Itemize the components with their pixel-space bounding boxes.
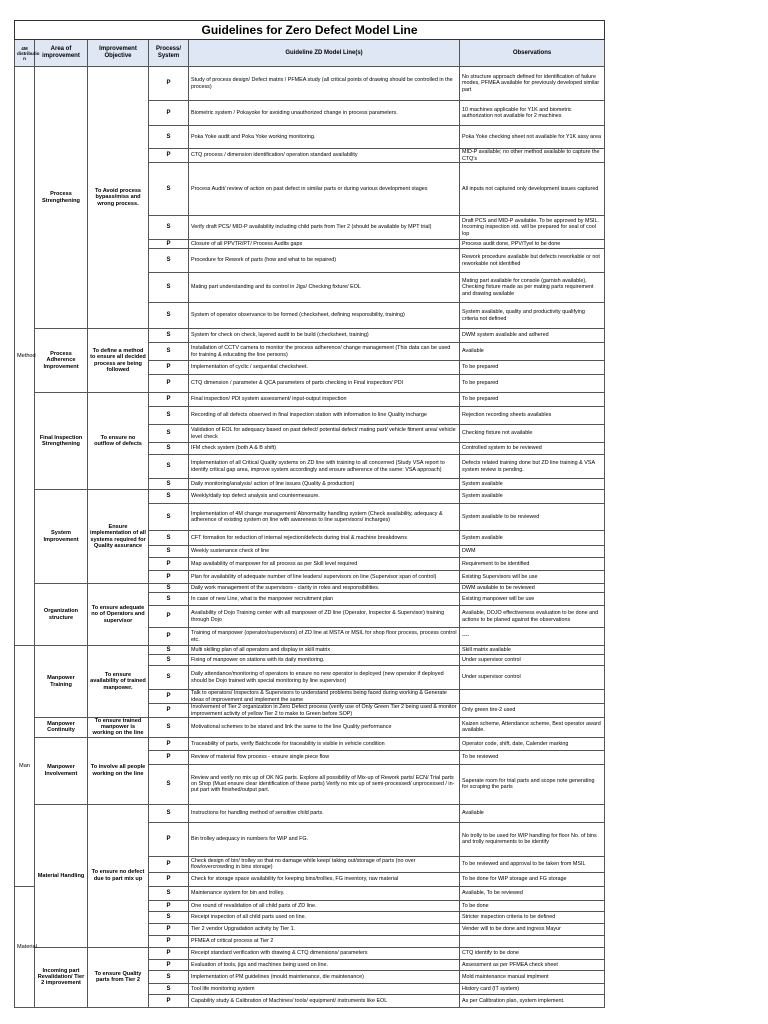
process-system-cell: P bbox=[149, 571, 189, 584]
guideline-cell: Implementation of cyclic / sequential checksheet. bbox=[189, 361, 460, 375]
process-system-cell: S bbox=[149, 126, 189, 149]
process-system-cell: S bbox=[149, 911, 189, 923]
category-cell: Method bbox=[15, 67, 35, 646]
observation-cell: No trolly to be used for WIP handling for floor No. of bins and trolly requirements to be identify bbox=[460, 822, 605, 856]
guideline-cell: Review and verify no mix up of OK NG parts. Explore all possibility of Mix-up of Rework parts/ ECN/ Trial parts on Shop (Must ensure clear identification of these parts) Verify no mix up of semi-processed/ unprocessed / in-put part with finished/output part. bbox=[189, 764, 460, 804]
guideline-cell: CTQ process / dimension identification/ operation standard availability bbox=[189, 149, 460, 163]
process-system-cell: P bbox=[149, 375, 189, 393]
process-system-cell: P bbox=[149, 900, 189, 911]
guideline-cell: Map availability of manpower for all process as per Skill level required bbox=[189, 558, 460, 571]
process-system-cell: P bbox=[149, 923, 189, 935]
table-row bbox=[15, 718, 605, 738]
observation-cell: Only green tire-2 used bbox=[460, 704, 605, 718]
guideline-cell: Maintenance system for bin and trolley. bbox=[189, 886, 460, 900]
process-system-cell: P bbox=[149, 737, 189, 750]
category-cell: Material bbox=[15, 886, 35, 1007]
guideline-cell: IFM check system (both A & B shift) bbox=[189, 443, 460, 455]
observation-cell: Kaizen scheme, Attendance scheme, Best operator award available. bbox=[460, 718, 605, 738]
guideline-cell: Plan for availability of adequate number of line leaders/ supervisors on line (Supervisor span of control) bbox=[189, 571, 460, 584]
observation-cell: Under supervisor control bbox=[460, 666, 605, 690]
observation-cell: History card (IT system) bbox=[460, 983, 605, 994]
observation-cell: CTQ identify to be done bbox=[460, 947, 605, 959]
guideline-cell: Check for storage space availability for keeping bins/trollies, FG inventory, raw material bbox=[189, 872, 460, 886]
process-system-cell: S bbox=[149, 666, 189, 690]
guideline-cell: Multi skilling plan of all operators and display in skill matrix bbox=[189, 646, 460, 655]
process-system-cell: S bbox=[149, 273, 189, 303]
header-objective: Improvement Objective bbox=[88, 40, 149, 67]
guideline-cell: Traceability of parts, verify Batchcode for traceability is visible in vehicle condition bbox=[189, 737, 460, 750]
objective-cell: To involve all people working on the line bbox=[88, 737, 149, 804]
guideline-cell: Receipt inspection of all child parts used on line. bbox=[189, 911, 460, 923]
guideline-cell: Fixing of manpower on stations with its daily monitoring. bbox=[189, 655, 460, 666]
observation-cell: Process audit done, PPV/Tyel to be done bbox=[460, 240, 605, 249]
process-system-cell: P bbox=[149, 149, 189, 163]
process-system-cell: P bbox=[149, 361, 189, 375]
process-system-cell: P bbox=[149, 994, 189, 1007]
area-cell: Manpower Training bbox=[35, 646, 88, 718]
guideline-cell: Involvement of Tier 2 organization in Zero Defect process (verify use of Only Green Tier 2 being used & monitor improvement activity of yellow Tier 2 to make to Green before SOP) bbox=[189, 704, 460, 718]
guideline-cell: Poka Yoke audit and Poka Yoke working monitoring. bbox=[189, 126, 460, 149]
observation-cell: Requirement to be identified bbox=[460, 558, 605, 571]
process-system-cell: S bbox=[149, 479, 189, 490]
observation-cell: ---- bbox=[460, 628, 605, 646]
objective-cell: To ensure no defect due to part mix up bbox=[88, 804, 149, 947]
objective-cell: Ensure implementation of all systems required for Quality assurance bbox=[88, 490, 149, 584]
process-system-cell: S bbox=[149, 804, 189, 822]
guideline-cell: Motivational schemes to be stared and link the same to the line Quality performance bbox=[189, 718, 460, 738]
observation-cell: To be done for WIP storage and FG storage bbox=[460, 872, 605, 886]
table-row bbox=[15, 646, 605, 655]
observation-cell bbox=[460, 690, 605, 704]
objective-cell: To ensure availability of trained manpower. bbox=[88, 646, 149, 718]
observation-cell: To be prepared bbox=[460, 393, 605, 407]
objective-cell: To ensure Quality parts from Tier 2 bbox=[88, 947, 149, 1007]
guideline-cell: Weekly/daily top defect analysis and countermeasure. bbox=[189, 490, 460, 504]
area-cell: Final Inspection Strengthening bbox=[35, 393, 88, 490]
area-cell: Process Strengthening bbox=[35, 67, 88, 329]
process-system-cell: S bbox=[149, 303, 189, 329]
objective-cell: To define a method to ensure all decided process are being followed bbox=[88, 329, 149, 393]
header-process-system: Process/ System bbox=[149, 40, 189, 67]
observation-cell bbox=[460, 935, 605, 947]
objective-cell: To ensure trained manpower is working on the line bbox=[88, 718, 149, 738]
observation-cell: Skill matrix available bbox=[460, 646, 605, 655]
observation-cell: Rejection recording sheets availables bbox=[460, 407, 605, 425]
observation-cell: No structure approach defined for identification of failure modes, PFMEA available for previously developed similar part bbox=[460, 67, 605, 101]
process-system-cell: S bbox=[149, 455, 189, 479]
guideline-cell: One round of revalidation of all child parts of ZD line. bbox=[189, 900, 460, 911]
area-cell: Process Adherence Improvement bbox=[35, 329, 88, 393]
guidelines-sheet bbox=[14, 20, 604, 1008]
guideline-cell: Installation of CCTV camera to monitor the process adherence/ change management (This data can be used for training & educating the line persons) bbox=[189, 343, 460, 361]
observation-cell: To be prepared bbox=[460, 375, 605, 393]
process-system-cell: P bbox=[149, 558, 189, 571]
observation-cell: Existing Supervisors will be use bbox=[460, 571, 605, 584]
area-cell: Manpower Involvement bbox=[35, 737, 88, 804]
guideline-cell: Availability of Dojo Training center with all manpower of ZD line (Operator, Inspector & Supervisor) training through Dojo bbox=[189, 606, 460, 628]
guideline-cell: CFT formation for reduction of internal rejection/defects during trial & machine breakdowns bbox=[189, 531, 460, 546]
guideline-cell: Recording of all defects observed in final inspection station with information to line Quality incharge bbox=[189, 407, 460, 425]
observation-cell: Available bbox=[460, 343, 605, 361]
process-system-cell: P bbox=[149, 935, 189, 947]
guideline-cell: Review of material flow process - ensure single piece flow bbox=[189, 750, 460, 764]
observation-cell: DWM bbox=[460, 546, 605, 558]
header-distribution: 4M distributio n bbox=[15, 40, 35, 67]
guideline-cell: Implementation of 4M change management/ Abnormality handling system (Check availability, adequacy & adherence of existing system on line with awareness to line supervisors/ incharges) bbox=[189, 504, 460, 531]
process-system-cell: S bbox=[149, 425, 189, 443]
process-system-cell: S bbox=[149, 216, 189, 240]
process-system-cell: P bbox=[149, 822, 189, 856]
table-row bbox=[15, 737, 605, 750]
guideline-cell: CTQ dimension / parameter & QCA parameters of parts checking in Final inspection/ PDI bbox=[189, 375, 460, 393]
guideline-cell: Tool life monitoring system bbox=[189, 983, 460, 994]
area-cell: Manpower Continuity bbox=[35, 718, 88, 738]
process-system-cell: S bbox=[149, 546, 189, 558]
header-area: Area of improvement bbox=[35, 40, 88, 67]
guideline-cell: Final inspection/ PDI system assessment/ input-output inspection bbox=[189, 393, 460, 407]
guideline-cell: Capability study & Calibration of Machines/ tools/ equipment/ instruments like EOL bbox=[189, 994, 460, 1007]
objective-cell: To ensure adequate no of Operators and supervisor bbox=[88, 584, 149, 646]
table-row bbox=[15, 393, 605, 407]
objective-cell: To ensure no outflow of defects bbox=[88, 393, 149, 490]
process-system-cell: S bbox=[149, 646, 189, 655]
guideline-cell: Biometric system / Pokayoke for avoiding unauthorized change in process parameters. bbox=[189, 101, 460, 126]
guideline-cell: Tier 2 vendor Upgradation activity by Tier 1. bbox=[189, 923, 460, 935]
guideline-cell: Process Audit/ review of action on past defect in similar parts or during various development stages bbox=[189, 163, 460, 216]
process-system-cell: P bbox=[149, 628, 189, 646]
guideline-cell: Training of manpower (operator/supervisors) of ZD line at MSTA or MSIL for shop floor process, process control etc. bbox=[189, 628, 460, 646]
guideline-cell: Mating part understanding and its control in Jigs/ Checking fixture/ EOL bbox=[189, 273, 460, 303]
process-system-cell: S bbox=[149, 531, 189, 546]
observation-cell: Existing manpower will be use bbox=[460, 593, 605, 606]
process-system-cell: P bbox=[149, 947, 189, 959]
guideline-cell: Implementation of PM guidelines (mould maintenance, die maintenance) bbox=[189, 970, 460, 983]
observation-cell: Defects related training done but ZD line training & VSA system review is pending. bbox=[460, 455, 605, 479]
table-row bbox=[15, 804, 605, 822]
process-system-cell: S bbox=[149, 584, 189, 593]
observation-cell: MID-P available; no other method available to capture the CTQ's bbox=[460, 149, 605, 163]
observation-cell: All inputs not captured only development issues captured bbox=[460, 163, 605, 216]
guideline-cell: Validation of EOL for adequacy based on past defect/ potential defect/ mating part/ vehicle fitment area/ vehicle level check bbox=[189, 425, 460, 443]
process-system-cell: S bbox=[149, 504, 189, 531]
guidelines-table bbox=[14, 20, 605, 1008]
guideline-cell: System for check on check, layered audit to be build (checksheet, training) bbox=[189, 329, 460, 343]
observation-cell: Rework procedure available but defects reworkable or not reworkable not identified bbox=[460, 249, 605, 273]
observation-cell: DWM system available and adhered bbox=[460, 329, 605, 343]
observation-cell: To be reviewed and approval to be taken from MSIL bbox=[460, 856, 605, 872]
guideline-cell: Verify draft PCS/ MID-P availability including child parts from Tier 2 (should be available by MPT trial) bbox=[189, 216, 460, 240]
process-system-cell: P bbox=[149, 393, 189, 407]
process-system-cell: P bbox=[149, 690, 189, 704]
table-row bbox=[15, 329, 605, 343]
process-system-cell: S bbox=[149, 970, 189, 983]
observation-cell: Mold maintenance manual implment bbox=[460, 970, 605, 983]
process-system-cell: P bbox=[149, 872, 189, 886]
process-system-cell: S bbox=[149, 655, 189, 666]
observation-cell: Saperate room for trial parts and scope note generating for scraping the parts bbox=[460, 764, 605, 804]
observation-cell: Under supervisor control bbox=[460, 655, 605, 666]
observation-cell: Controlled system to be reviewed bbox=[460, 443, 605, 455]
observation-cell: To be prepared bbox=[460, 361, 605, 375]
table-row bbox=[15, 490, 605, 504]
header-guideline: Guideline ZD Model Line(s) bbox=[189, 40, 460, 67]
guideline-cell: Check design of bin/ trolley so that no damage while keep/ taking out/storage of parts (no over flow/overcrowding in bins storage) bbox=[189, 856, 460, 872]
page-title: Guidelines for Zero Defect Model Line bbox=[15, 21, 605, 40]
observation-cell: Vender will to be done and ingress Mayur bbox=[460, 923, 605, 935]
table-row bbox=[15, 584, 605, 593]
observation-cell: System available bbox=[460, 531, 605, 546]
observation-cell: Available bbox=[460, 804, 605, 822]
process-system-cell: P bbox=[149, 101, 189, 126]
observation-cell: DWM available to be reviewed bbox=[460, 584, 605, 593]
guideline-cell: Daily attendance/monitoring of operators to ensure no new operator is deployed (new operator if deployed should be Dojo trained with special monitoring by line supervisor) bbox=[189, 666, 460, 690]
observation-cell: Assessment as per PFMEA check sheet bbox=[460, 959, 605, 970]
area-cell: Incoming part Revalidation/ Tier 2 improvement bbox=[35, 947, 88, 1007]
process-system-cell: S bbox=[149, 886, 189, 900]
process-system-cell: S bbox=[149, 343, 189, 361]
process-system-cell: P bbox=[149, 704, 189, 718]
process-system-cell: P bbox=[149, 856, 189, 872]
process-system-cell: S bbox=[149, 329, 189, 343]
objective-cell: To Avoid process bypass/miss and wrong process. bbox=[88, 67, 149, 329]
process-system-cell: S bbox=[149, 407, 189, 425]
observation-cell: System available bbox=[460, 490, 605, 504]
header-observations: Observations bbox=[460, 40, 605, 67]
guideline-cell: Study of process design/ Defect matrix / PFMEA study (all critical points of drawing should be controlled in the process) bbox=[189, 67, 460, 101]
guideline-cell: Procedure for Rework of parts (how and what to be repaired) bbox=[189, 249, 460, 273]
header-row bbox=[15, 40, 605, 67]
observation-cell: System available to be reviewed bbox=[460, 504, 605, 531]
guideline-cell: In case of new Line, what is the manpower recruitment plan bbox=[189, 593, 460, 606]
process-system-cell: P bbox=[149, 240, 189, 249]
process-system-cell: S bbox=[149, 983, 189, 994]
observation-cell: Checking fixture not available bbox=[460, 425, 605, 443]
table-row bbox=[15, 947, 605, 959]
process-system-cell: S bbox=[149, 718, 189, 738]
guideline-cell: Talk to operators/ Inspectors & Supervisors to understand problems being faced during working & Generate ideas of improvement and implement the same bbox=[189, 690, 460, 704]
guideline-cell: PFMEA of critical process at Tier 2 bbox=[189, 935, 460, 947]
process-system-cell: S bbox=[149, 490, 189, 504]
guideline-cell: System of operator observance to be formed (checksheet, defining responsibility, training) bbox=[189, 303, 460, 329]
area-cell: System Improvement bbox=[35, 490, 88, 584]
process-system-cell: S bbox=[149, 443, 189, 455]
category-cell: Man bbox=[15, 646, 35, 887]
observation-cell: System available bbox=[460, 479, 605, 490]
guideline-cell: Receipt standard verification with drawing & CTQ dimensions/ parameters bbox=[189, 947, 460, 959]
process-system-cell: P bbox=[149, 606, 189, 628]
guideline-cell: Daily monitoring/analysis/ action of line issues (Quality & production) bbox=[189, 479, 460, 490]
area-cell: Material Handling bbox=[35, 804, 88, 947]
observation-cell: Draft PCS and MID-P available. To be approved by MSIL. Incoming inspection std. will be prepared for seal of cool lop bbox=[460, 216, 605, 240]
guideline-cell: Daily work management of the supervisors - clarity in roles and responsibilities. bbox=[189, 584, 460, 593]
process-system-cell: P bbox=[149, 959, 189, 970]
title-row bbox=[15, 21, 605, 40]
process-system-cell: S bbox=[149, 764, 189, 804]
guideline-cell: Weekly sustenance check of line bbox=[189, 546, 460, 558]
observation-cell: 10 machines applicable for Y1K and biometric authorization not available for 2 machines bbox=[460, 101, 605, 126]
observation-cell: Poka Yoke checking sheet not available for Y1K assy area bbox=[460, 126, 605, 149]
process-system-cell: S bbox=[149, 163, 189, 216]
observation-cell: Mating part available for console (garnish available), Checking fixture made as per mating parts requirement and drawing available bbox=[460, 273, 605, 303]
table-row bbox=[15, 67, 605, 101]
observation-cell: System available, quality and productivity qualifying criteria not defined bbox=[460, 303, 605, 329]
guideline-cell: Evaluation of tools, jigs and machines being used on line. bbox=[189, 959, 460, 970]
observation-cell: Operator code, shift, date, Calender marking bbox=[460, 737, 605, 750]
process-system-cell: S bbox=[149, 593, 189, 606]
process-system-cell: P bbox=[149, 750, 189, 764]
observation-cell: To be done bbox=[460, 900, 605, 911]
guideline-cell: Closure of all PPVTR/PT/ Process Audits gaps bbox=[189, 240, 460, 249]
observation-cell: As per Calibration plan, system implement. bbox=[460, 994, 605, 1007]
guideline-cell: Instructions for handling method of sensitive child parts. bbox=[189, 804, 460, 822]
observation-cell: Stricter inspection criteria to be defined bbox=[460, 911, 605, 923]
observation-cell: To be reviewed bbox=[460, 750, 605, 764]
process-system-cell: P bbox=[149, 67, 189, 101]
observation-cell: Available, To be reviewed bbox=[460, 886, 605, 900]
guideline-cell: Bin trolley adequacy in numbers for WIP and FG. bbox=[189, 822, 460, 856]
guideline-cell: Implementation of all Critical Quality systems on ZD line with training to all concerned (Study VSA report to identify critical gap area, improve system accordingly and ensure adherence of the same: VSA approach) bbox=[189, 455, 460, 479]
area-cell: Organization structure bbox=[35, 584, 88, 646]
process-system-cell: S bbox=[149, 249, 189, 273]
observation-cell: Available, DOJO effectiveness evaluation to be done and actions to be planed against the observations bbox=[460, 606, 605, 628]
